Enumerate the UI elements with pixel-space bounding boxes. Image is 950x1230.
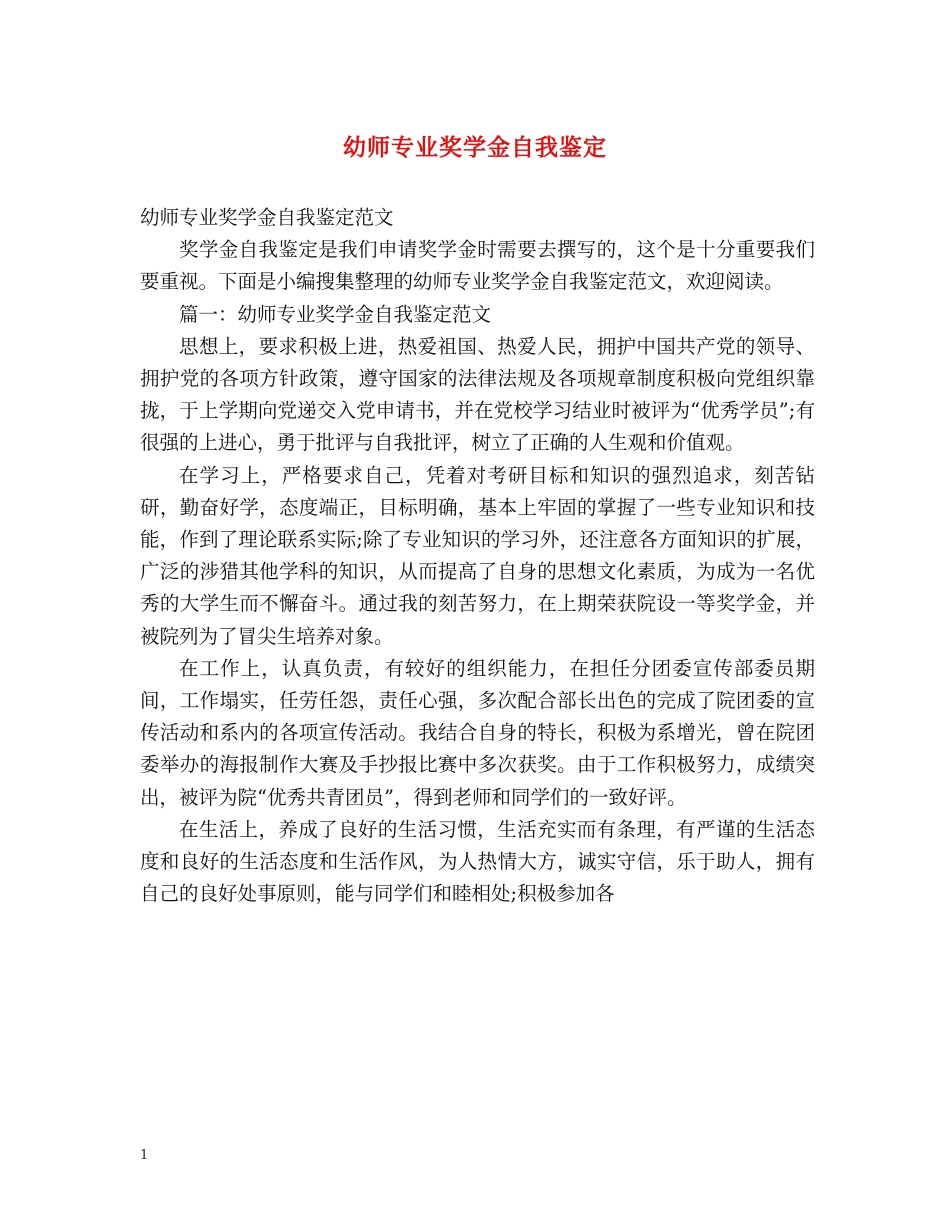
paragraph-work: 在工作上，认真负责，有较好的组织能力，在担任分团委宣传部委员期间，工作塌实，任劳任怨，责任心强，多次配合部长出色的完成了院团委的宣传活动和系内的各项宣传活动。我结合自身的特长，积极为系增光，曾在院团委举办的海报制作大赛及手抄报比赛中多次获奖。由于工作积极努力，成绩突出，被评为院“优秀共青团员”，得到老师和同学们的一致好评。 bbox=[140, 656, 815, 809]
paragraph-life: 在生活上，养成了良好的生活习惯，生活充实而有条理，有严谨的生活态度和良好的生活态度和生活作风，为人热情大方，诚实守信，乐于助人，拥有自己的良好处事原则，能与同学们和睦相处;积极参加各 bbox=[140, 817, 815, 906]
page-number: 1 bbox=[140, 1148, 149, 1163]
paragraph-ideology: 思想上，要求积极上进，热爱祖国、热爱人民，拥护中国共产党的领导、拥护党的各项方针政策，遵守国家的法律法规及各项规章制度积极向党组织靠拢，于上学期向党递交入党申请书，并在党校学习结业时被评为“优秀学员”;有很强的上进心，勇于批评与自我批评，树立了正确的人生观和价值观。 bbox=[140, 334, 815, 455]
document-title: 幼师专业奖学金自我鉴定 bbox=[343, 135, 607, 161]
document-body bbox=[140, 202, 815, 910]
document-subtitle: 幼师专业奖学金自我鉴定范文 bbox=[140, 206, 394, 229]
paragraph-section-heading: 篇一：幼师专业奖学金自我鉴定范文 bbox=[179, 302, 492, 326]
paragraph-intro: 奖学金自我鉴定是我们申请奖学金时需要去撰写的，这个是十分重要我们要重视。下面是小编搜集整理的幼师专业奖学金自我鉴定范文，欢迎阅读。 bbox=[140, 238, 815, 294]
paragraph-study: 在学习上，严格要求自己，凭着对考研目标和知识的强烈追求，刻苦钻研，勤奋好学，态度端正，目标明确，基本上牢固的掌握了一些专业知识和技能，作到了理论联系实际;除了专业知识的学习外，还注意各方面知识的扩展，广泛的涉猎其他学科的知识，从而提高了自身的思想文化素质，为成为一名优秀的大学生而不懈奋斗。通过我的刻苦努力，在上期荣获院设一等奖学金，并被院列为了冒尖生培养对象。 bbox=[140, 463, 815, 648]
